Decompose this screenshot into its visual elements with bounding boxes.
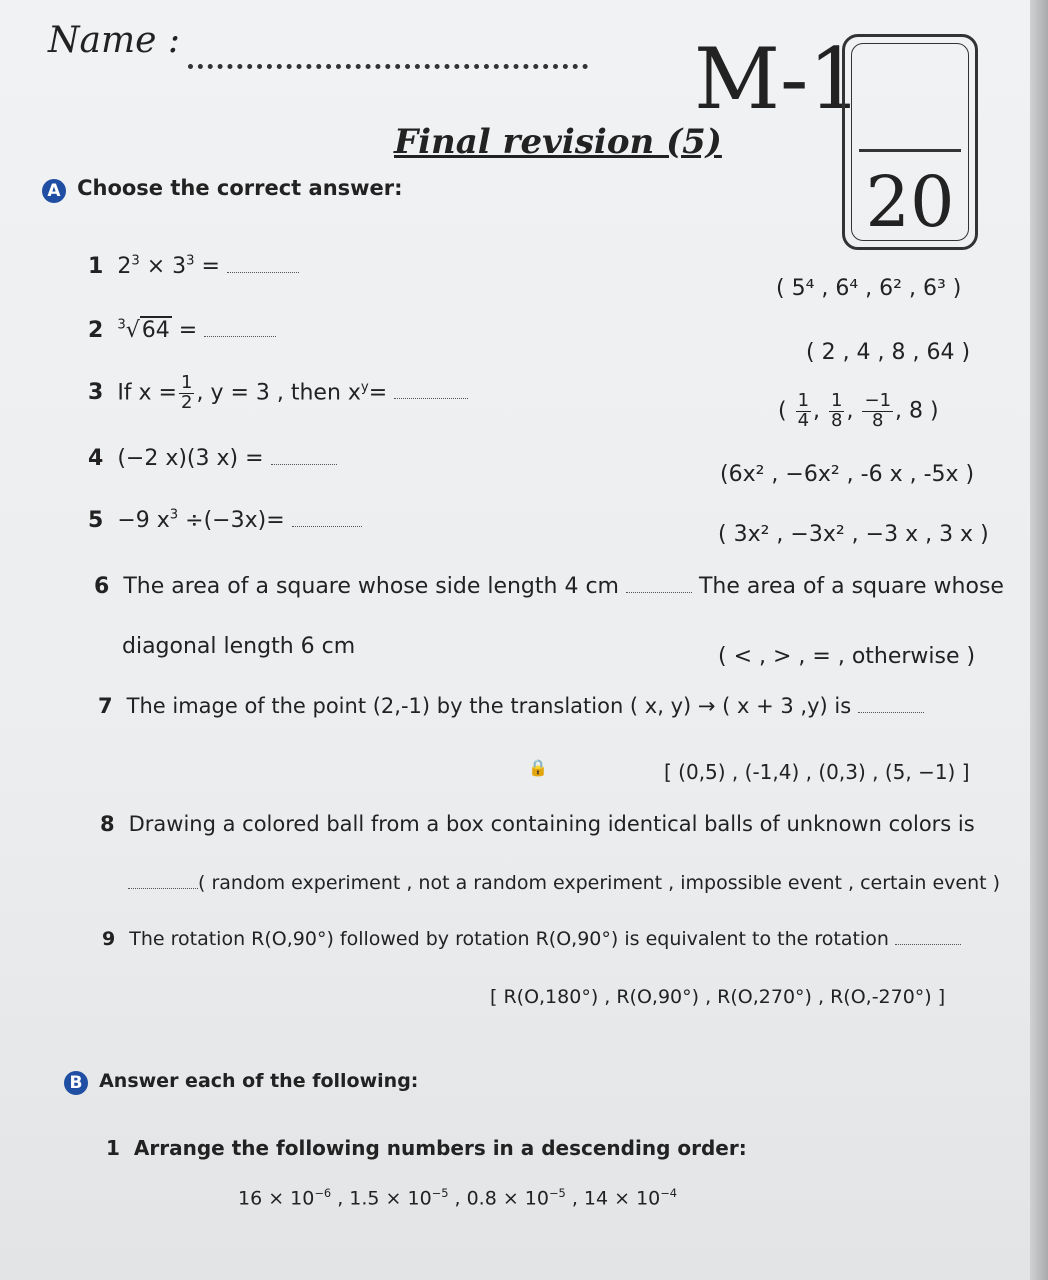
question-8-answer-line <box>128 872 1000 894</box>
question-5-options: ( 3x² , −3x² , −3 x , 3 x ) <box>718 522 989 547</box>
question-6-text-a: The area of a square whose side length 4 cm <box>123 574 619 599</box>
question-6-text-c: diagonal length 6 cm <box>122 634 356 659</box>
question-6-options: ( < , > , = , otherwise ) <box>718 644 976 669</box>
question-7-options: [ (0,5) , (-1,4) , (0,3) , (5, −1) ] <box>664 760 970 784</box>
question-1-options: ( 5⁴ , 6⁴ , 6² , 6³ ) <box>776 276 962 301</box>
option-fraction: $\frac{1}{8}$ <box>831 390 843 431</box>
question-9-options: [ R(O,180°) , R(O,90°) , R(O,270°) , R(O,-270°) ] <box>490 986 946 1008</box>
question-3-mid: , y = 3 , then <box>196 380 341 406</box>
question-3: 3 If x = $\frac{1}{2}$ , y = 3 , then $x^y=$ <box>88 374 468 413</box>
question-number: 1 <box>88 254 104 280</box>
answer-blank-9[interactable] <box>895 944 961 945</box>
question-number: 7 <box>98 694 113 718</box>
question-9-text: The rotation R(O,90°) followed by rotation R(O,90°) is equivalent to the rotation <box>129 928 889 950</box>
lock-icon: 🔒 <box>528 758 548 777</box>
question-number: 3 <box>88 380 104 406</box>
answer-blank-2[interactable] <box>204 336 276 337</box>
question-2 <box>88 318 276 343</box>
section-b-title: Answer each of the following: <box>99 1070 419 1092</box>
section-a-badge: A <box>42 179 66 203</box>
section-a-title: Choose the correct answer: <box>77 176 403 200</box>
score-total: 20 <box>865 161 955 243</box>
option-fraction: $\frac{1}{4}$ <box>797 390 810 431</box>
question-8 <box>100 812 975 836</box>
question-3-if: If <box>117 380 132 406</box>
section-b-heading <box>64 1070 418 1095</box>
question-number: 9 <box>102 928 116 950</box>
section-b-question-1 <box>106 1136 747 1160</box>
answer-blank-4[interactable] <box>271 464 337 465</box>
answer-blank-5[interactable] <box>292 526 362 527</box>
name-label: Name : <box>48 20 180 61</box>
question-number: 6 <box>94 574 110 599</box>
score-fraction-line <box>859 149 961 152</box>
question-number: 4 <box>88 446 104 471</box>
answer-blank-8[interactable] <box>128 888 198 889</box>
question-1 <box>88 254 299 279</box>
worksheet-title: Final revision (5) <box>394 122 722 162</box>
option-fraction: $\frac{-1}{8}$ <box>864 390 892 431</box>
question-6-text-b: The area of a square whose <box>698 574 1004 599</box>
question-number: 1 <box>106 1136 120 1160</box>
answer-blank-1[interactable] <box>227 272 299 273</box>
answer-blank-3[interactable] <box>394 398 468 399</box>
answer-blank-7[interactable] <box>858 712 924 713</box>
question-4-expression: (−2 x)(3 x) = <box>117 446 264 471</box>
question-4-options: (6x² , −6x² , -6 x , -5x ) <box>720 462 975 487</box>
question-7 <box>98 694 924 718</box>
question-number: 2 <box>88 318 104 344</box>
section-a-heading <box>42 176 403 203</box>
section-b-badge: B <box>64 1071 88 1095</box>
question-7-text: The image of the point (2,-1) by the translation ( x, y) → ( x + 3 ,y) is <box>126 694 852 718</box>
section-b-question-1-text: Arrange the following numbers in a descending order: <box>133 1136 747 1160</box>
section-b-question-1-numbers: $16 \times 10^{-6}$ , $1.5 \times 10^{-5}$ , $0.8 \times 10^{-5}$ , $14 \times 10^{-4}$ <box>238 1186 678 1210</box>
question-4 <box>88 446 337 471</box>
name-answer-line[interactable] <box>188 36 588 69</box>
question-2-expression: $^3$√64 = <box>117 318 205 344</box>
question-number: 8 <box>100 812 115 836</box>
question-8-text: Drawing a colored ball from a box containing identical balls of unknown colors is <box>128 812 975 836</box>
question-1-expression: $2^3 \times 3^3$ = <box>117 254 227 280</box>
question-9 <box>102 928 961 950</box>
sheet-code: M-1 <box>694 30 862 128</box>
question-2-options: ( 2 , 4 , 8 , 64 ) <box>806 340 971 365</box>
question-8-options: ( random experiment , not a random experiment , impossible event , certain event ) <box>198 872 1001 894</box>
question-6 <box>94 574 1004 599</box>
question-5 <box>88 508 362 533</box>
answer-blank-6[interactable] <box>626 592 692 593</box>
fraction-one-half: $\frac{1}{2}$ <box>181 372 193 413</box>
question-3-options: ( $\frac{1}{4}$ , $\frac{1}{8}$ , $\frac{-1}{8}$ , 8 ) <box>778 390 939 431</box>
question-5-expression: −9 $x^3 \div(-3x)=$ <box>117 508 292 534</box>
radicand: 64 <box>141 318 170 344</box>
question-number: 5 <box>88 508 104 534</box>
score-box <box>842 34 978 250</box>
monitor-edge <box>1030 0 1048 1280</box>
